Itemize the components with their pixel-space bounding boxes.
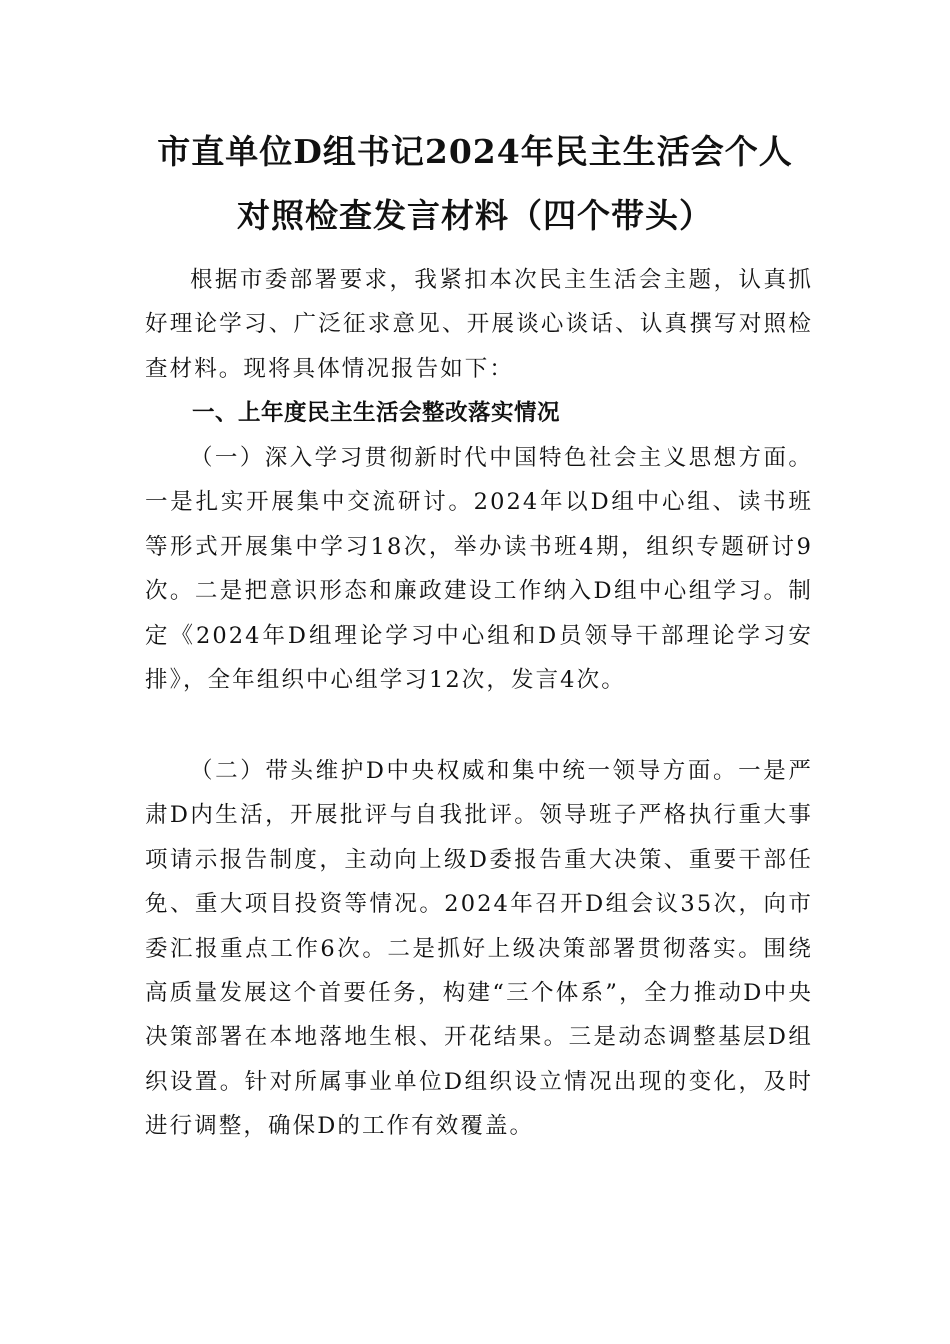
- document-title-line1: 市直单位D组书记2024年民主生活会个人: [157, 132, 793, 171]
- document-title-line2: 对照检查发言材料（四个带头）: [237, 196, 713, 235]
- intro-paragraph: 根据市委部署要求，我紧扣本次民主生活会主题，认真抓好理论学习、广泛征求意见、开展谈心谈话、认真撰写对照检查材料。现将具体情况报告如下：: [145, 267, 813, 382]
- section-heading: 一、上年度民主生活会整改落实情况: [192, 400, 561, 426]
- body-paragraph-2: （二）带头维护D中央权威和集中统一领导方面。一是严肃D内生活，开展批评与自我批评。领导班子严格执行重大事项请示报告制度，主动向上级D委报告重大决策、重要干部任免、重大项目投资等情况。2024年召开D组会议35次，向市委汇报重点工作6次。二是抓好上级决策部署贯彻落实。围绕高质量发展这个首要任务，构建“三个体系”，全力推动D中央决策部署在本地落地生根、开花结果。三是动态调整基层D组织设置。针对所属事业单位D组织设立情况出现的变化，及时进行调整，确保D的工作有效覆盖。: [145, 758, 813, 1140]
- body-paragraph-1: （一）深入学习贯彻新时代中国特色社会主义思想方面。一是扎实开展集中交流研讨。2024年以D组中心组、读书班等形式开展集中学习18次，举办读书班4期，组织专题研讨9次。二是把意识形态和廉政建设工作纳入D组中心组学习。制定《2024年D组理论学习中心组和D员领导干部理论学习安排》，全年组织中心组学习12次，发言4次。: [145, 445, 813, 694]
